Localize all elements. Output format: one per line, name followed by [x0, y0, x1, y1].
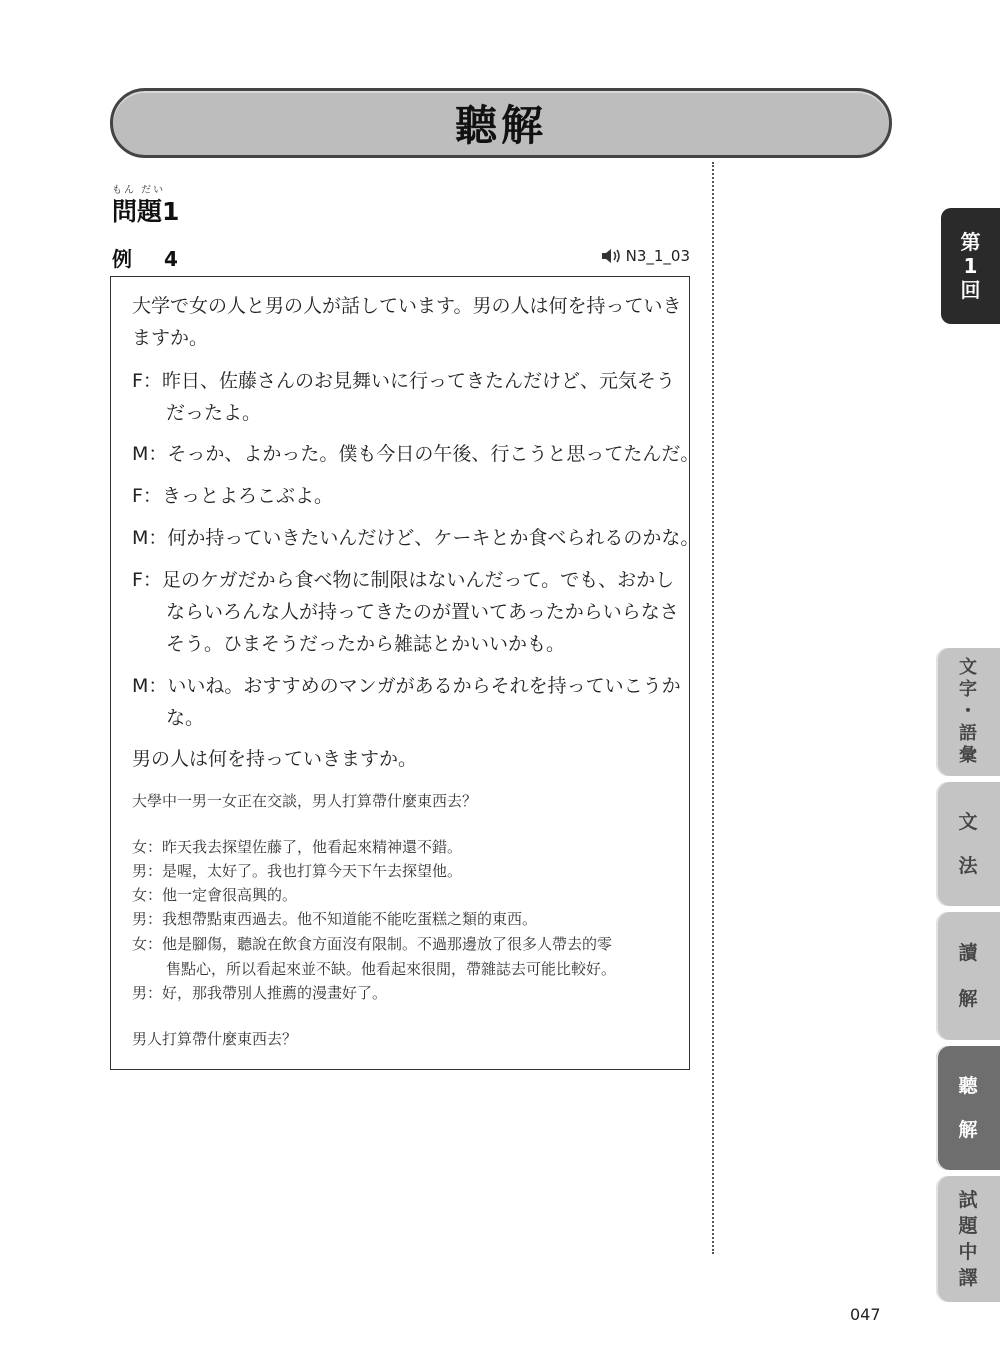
- jp-question: 男の人は何を持っていきますか。: [132, 748, 418, 770]
- jp-line-2: M：そっか、よかった。僕も今日の午後、行こうと思ってたんだ。: [132, 443, 700, 465]
- jp-line-6b: な。: [166, 707, 205, 729]
- zh-line-6: 男：好，那我帶別人推薦的漫畫好了。: [132, 984, 388, 1002]
- tab-translation[interactable]: 試 題 中 譯: [936, 1176, 1000, 1302]
- jp-intro-line-1: 大学で女の人と男の人が話しています。男の人は何を持っていき: [132, 295, 682, 317]
- question-ruby: もん だい: [112, 185, 166, 196]
- speaker-label: M：: [132, 527, 168, 549]
- jp-line-1b: だったよ。: [166, 402, 262, 424]
- audio-track: [600, 247, 690, 265]
- tab-reading[interactable]: 讀 解: [936, 912, 1000, 1040]
- question-title: 問題1: [112, 197, 180, 226]
- tab-vocabulary[interactable]: 文 字 ・ 語 彙: [936, 648, 1000, 776]
- zh-line-5a: 女：他是腳傷，聽說在飲食方面沒有限制。不過那邊放了很多人帶去的零: [132, 935, 613, 953]
- jp-line-5b: ならいろんな人が持ってきたのが置いてあったからいらなさ: [166, 601, 679, 623]
- section-title: 聽解: [454, 101, 547, 150]
- audio-code: N3_1_03: [625, 247, 690, 265]
- tab-round-1[interactable]: 第 1 回: [941, 208, 1000, 324]
- page-number: 047: [850, 1305, 881, 1324]
- zh-line-5b: 售點心，所以看起來並不缺。他看起來很閒，帶雜誌去可能比較好。: [166, 960, 617, 978]
- speaker-label: F：: [132, 569, 162, 591]
- speaker-label: M：: [132, 443, 168, 465]
- example-label: 例 4: [112, 247, 184, 271]
- section-title-banner: [110, 88, 892, 158]
- jp-line-3: F：きっとよろこぶよ。: [132, 485, 333, 507]
- zh-line-2: 男：是喔，太好了。我也打算今天下午去探望他。: [132, 862, 463, 880]
- zh-question: 男人打算帶什麼東西去？: [132, 1030, 298, 1048]
- zh-intro: 大學中一男一女正在交談，男人打算帶什麼東西去？: [132, 792, 478, 810]
- speaker-label: F：: [132, 485, 162, 507]
- speaker-label: M：: [132, 675, 168, 697]
- jp-line-6: M：いいね。おすすめのマンガがあるからそれを持っていこうか: [132, 675, 681, 697]
- jp-intro-line-2: ますか。: [132, 327, 209, 349]
- speaker-icon: [600, 248, 622, 264]
- jp-line-5: F：足のケガだから食べ物に制限はないんだって。でも、おかし: [132, 569, 675, 591]
- jp-line-5c: そう。ひまそうだったから雑誌とかいいかも。: [166, 633, 566, 655]
- zh-line-3: 女：他一定會很高興的。: [132, 886, 298, 904]
- dotted-divider: [712, 162, 714, 1254]
- jp-line-1: F：昨日、佐藤さんのお見舞いに行ってきたんだけど、元気そう: [132, 370, 675, 392]
- speaker-label: F：: [132, 370, 162, 392]
- zh-line-4: 男：我想帶點東西過去。他不知道能不能吃蛋糕之類的東西。: [132, 910, 538, 928]
- jp-line-4: M：何か持っていきたいんだけど、ケーキとか食べられるのかな。: [132, 527, 700, 549]
- tab-listening[interactable]: 聽 解: [936, 1046, 1000, 1170]
- zh-line-1: 女：昨天我去探望佐藤了，他看起來精神還不錯。: [132, 838, 463, 856]
- tab-grammar[interactable]: 文 法: [936, 782, 1000, 906]
